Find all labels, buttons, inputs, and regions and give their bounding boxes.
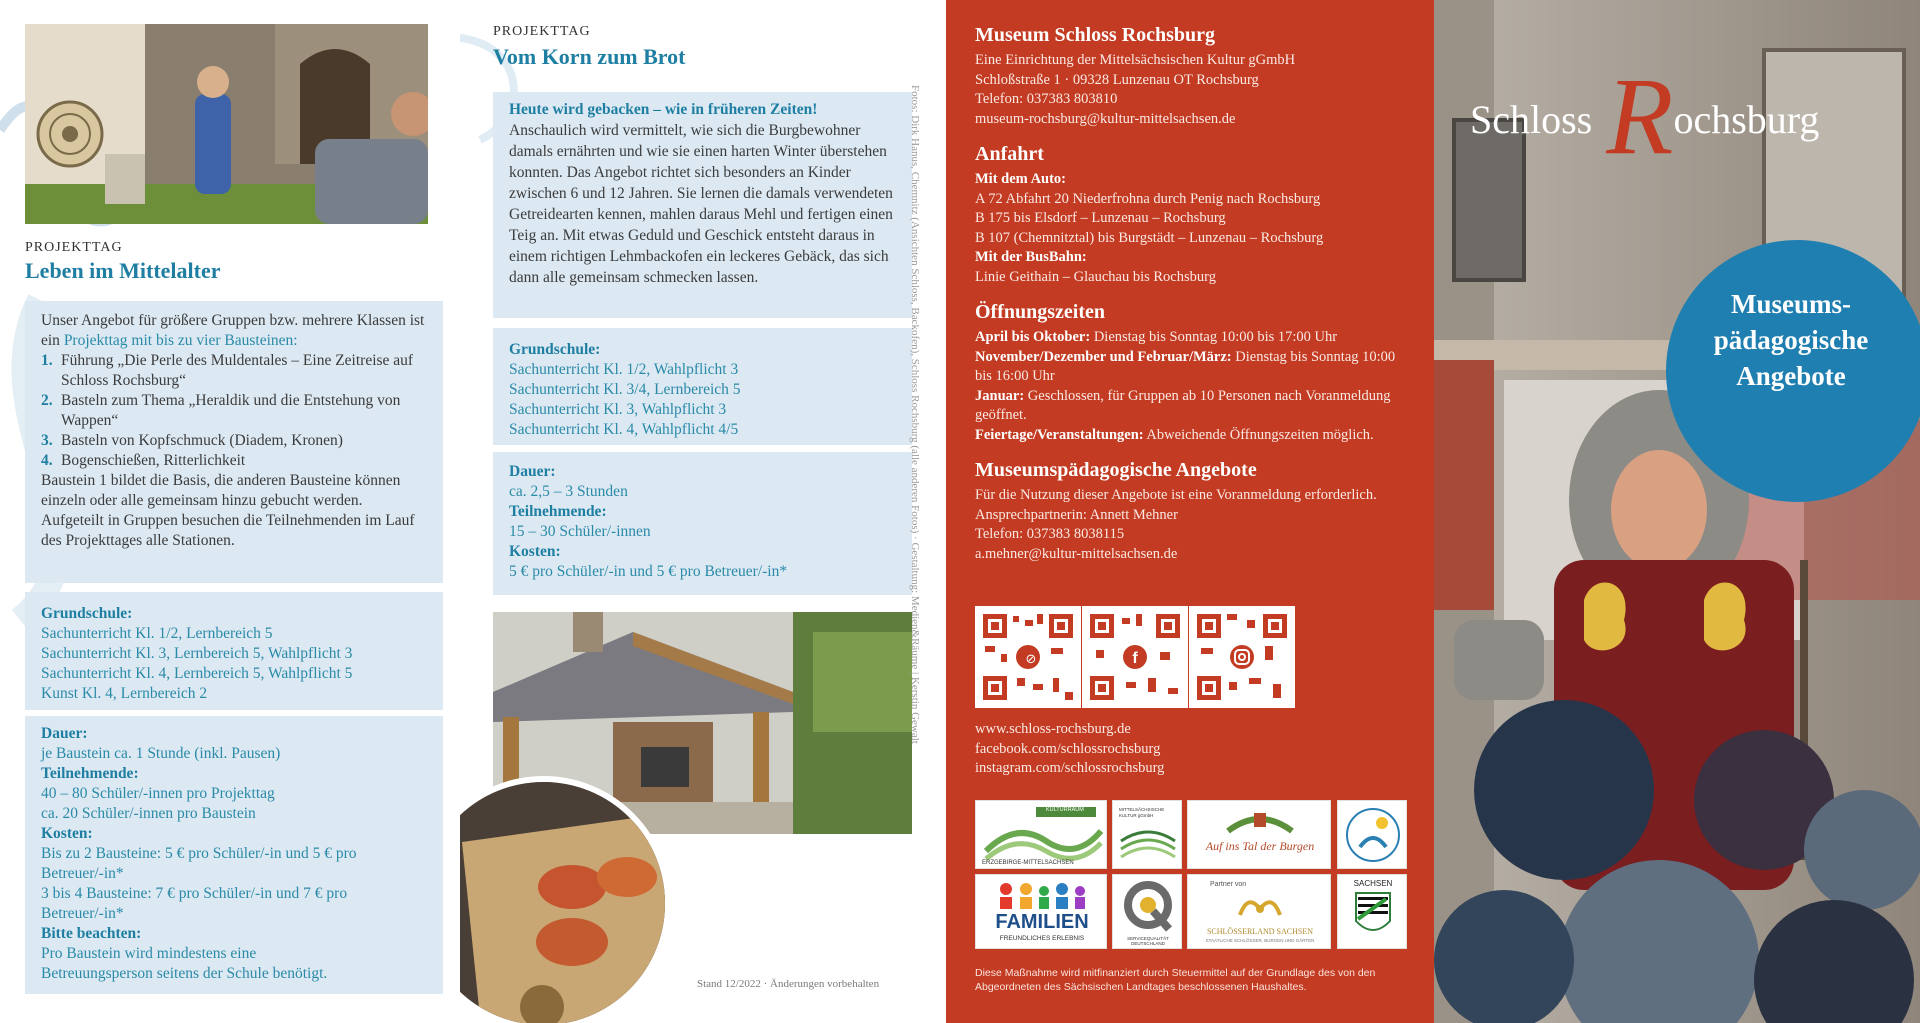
web-links [975,720,1164,779]
bitte-label: Bitte beachten: [41,925,142,942]
qr-code-website[interactable] [975,606,1081,708]
panel-contact-info [946,0,1434,1023]
qr-code-facebook[interactable] [1082,606,1188,708]
logo-text: Partner von [1210,881,1247,888]
qr-code-instagram[interactable] [1189,606,1295,708]
module-list [41,351,427,471]
link-icon: ⊘ [1025,652,1037,667]
route-line: B 107 (Chemnitztal) bis Burgstädt – Lunzenau – Rochsburg [975,229,1324,246]
intro-text: Unser Angebot für größere Gruppen bzw. mehrere Klassen ist ein Projekttag mit bis zu vier Bausteinen: [41,312,425,349]
teilnehmende-value: ca. 20 Schüler/-innen pro Baustein [41,805,256,822]
cover-panel [1434,0,1920,1023]
curriculum-line: Kunst Kl. 4, Lernbereich 2 [41,685,208,702]
mpa-title: Museumspädagogische Angebote [975,459,1257,481]
hours-line: April bis Oktober: Dienstag bis Sonntag 10:00 bis 17:00 Uhr [975,329,1338,345]
badge-line: pädagogische [1713,325,1869,355]
brand-logo [1470,55,1820,177]
kicker: PROJEKTTAG [25,240,123,255]
bus-line: Linie Geithain – Glauchau bis Rochsburg [975,268,1216,285]
logo-text: KULTURRAUM [1046,807,1084,813]
credits-text: Fotos: Dirk Hanus, Chemnitz (Ansichten Schloss, Backofen), Schloss Rochsburg (alle anderen Fotos) · Gestaltung: Medien&Räume | Kerstin Gewalt [909,85,921,744]
logo-text: FREUNDLICHES ERLEBNIS [999,935,1085,942]
details-box [25,716,443,994]
phone-line: Telefon: 037383 8038115 [975,526,1125,542]
address-line: Schloßstraße 1 · 09328 Lunzenau OT Rochsburg [975,71,1259,88]
dauer-label: Dauer: [509,463,556,480]
bitte-value: Pro Baustein wird mindestens eine Betreuungsperson seitens der Schule benötigt. [41,945,328,982]
curriculum-line: Sachunterricht Kl. 3/4, Lernbereich 5 [509,381,741,398]
mpa-block [975,486,1415,564]
badge-circle [1666,240,1920,502]
section-header [493,24,686,70]
section-header [25,240,221,284]
dauer-value: je Baustein ca. 1 Stunde (inkl. Pausen) [41,745,281,762]
instagram-icon [1235,650,1255,670]
sachsen-logo [1337,874,1407,949]
section-title: Vom Korn zum Brot [493,44,686,69]
body-text: Baustein 1 bildet die Basis, die anderen Bausteine können einzeln oder alle gemeinsam hinzu gebucht werden. Aufgeteilt in Gruppen besuchen die Teilnehmenden im Lauf des Projekttages alle Stationen. [41,472,415,549]
knight-photo [1434,0,1920,1023]
email-link[interactable]: museum-rochsburg@kultur-mittelsachsen.de [975,110,1236,127]
photo-credits [905,85,925,875]
mittelsaechsische-kultur-logo [1112,800,1182,869]
email-link[interactable]: a.mehner@kultur-mittelsachsen.de [975,545,1178,562]
curriculum-line: Sachunterricht Kl. 4, Lernbereich 5, Wahlpflicht 5 [41,665,353,682]
anfahrt-title: Anfahrt [975,143,1044,165]
module-item: 3. Basteln von Kopfschmuck (Diadem, Kronen) [41,432,343,449]
teilnehmende-label: Teilnehmende: [509,503,607,520]
brand-initial: R [1606,55,1674,177]
hours-line: Feiertage/Veranstaltungen: Abweichende Öffnungszeiten möglich. [975,426,1374,443]
dauer-value: ca. 2,5 – 3 Stunden [509,483,628,500]
bus-label: Mit der BusBahn: [975,249,1087,265]
kosten-label: Kosten: [41,825,93,842]
brand-text: ochsburg [1673,97,1820,142]
auto-label: Mit dem Auto: [975,171,1067,187]
schloesserland-logo [1187,874,1331,949]
description-box [493,92,912,318]
section-title: Leben im Mittelalter [25,258,221,283]
svg-text:f: f [1132,650,1138,667]
curriculum-line: Sachunterricht Kl. 1/2, Lernbereich 5 [41,625,273,642]
familien-logo [975,874,1107,949]
badge-line: Museums- [1731,289,1851,319]
logo-text: MITTELSÄCHSISCHE KULTUR gGmbH [1119,807,1165,818]
kosten-label: Kosten: [509,543,561,560]
logo-text: ERZGEBIRGE-MITTELSACHSEN [982,860,1074,866]
logo-text: STAATLICHE SCHLÖSSER, BURGEN UND GÄRTEN [1205,938,1315,943]
phone-line: Telefon: 037383 803810 [975,91,1118,107]
kosten-value: Bis zu 2 Bausteine: 5 € pro Schüler/-in und 5 € pro Betreuer/-in* [41,845,357,882]
badge-line: Angebote [1736,361,1846,391]
details-box [493,452,912,595]
lead-text: Heute wird gebacken – wie in früheren Zeiten! [509,101,818,118]
kosten-value: 5 € pro Schüler/-in und 5 € pro Betreuer/-in* [509,563,788,580]
body-text: Anschaulich wird vermittelt, wie sich die Burgbewohner damals ernährten und wie sie einen harten Winter überstehen konnten. Das Angebot richtet sich besonders an Kinder zwischen 6 und 12 Jahren. Sie lernen die damals verwendeten Getreidearten kennen, mahlen daraus Mehl und fertigen einen Teig an. Mit etwas Geduld und Geschick entsteht daraus in einem richtigen Lehmbackofen ein leckeres Gebäck, das sich dann alle gemeinsam schmecken lassen. [509,122,893,286]
hours-line: Januar: Geschlossen, für Gruppen ab 10 Personen nach Voranmeldung geöffnet. [975,387,1391,423]
contact-person: Ansprechpartnerin: Annett Mehner [975,506,1178,523]
facebook-icon [1128,650,1148,670]
stand-note: Stand 12/2022 · Änderungen vorbehalten [697,978,880,990]
oeffnungszeiten-title: Öffnungszeiten [975,301,1105,323]
panel-vom-korn-zum-brot [460,0,946,1023]
teilnehmende-value: 40 – 80 Schüler/-innen pro Projekttag [41,785,275,802]
logo-text: SACHSEN [1353,879,1393,888]
route-line: A 72 Abfahrt 20 Niederfrohna durch Penig nach Rochsburg [975,190,1321,207]
logo-text: Auf ins Tal der Burgen [1205,839,1315,853]
anfahrt-block [975,170,1415,287]
curriculum-line: Sachunterricht Kl. 1/2, Wahlpflicht 3 [509,361,739,378]
curriculum-line: Sachunterricht Kl. 3, Lernbereich 5, Wahlpflicht 3 [41,645,353,662]
logo-text: SCHLÖSSERLAND SACHSEN [1206,927,1314,936]
servicequalitaet-logo [1112,874,1182,949]
badge-text [1666,286,1916,394]
funding-note: Diese Maßnahme wird mitfinanziert durch Steuermittel auf der Grundlage des von den Abgeordneten des Sächsischen Landtages beschlossenen Haushaltes. [975,967,1376,993]
dauer-label: Dauer: [41,725,88,742]
grundschule-box [25,592,443,710]
facebook-link[interactable]: facebook.com/schlossrochsburg [975,740,1161,757]
module-item: 2. Basteln zum Thema „Heraldik und die Entstehung von Wappen“ [41,392,401,429]
teilnehmende-label: Teilnehmende: [41,765,139,782]
address-block [975,51,1415,129]
module-item: 1. Führung „Die Perle des Muldentales – Eine Zeitreise auf Schloss Rochsburg“ [41,352,414,389]
archery-photo [25,24,428,224]
logo-text: FAMILIEN [995,911,1089,933]
grundschule-label: Grundschule: [41,605,133,622]
hours-line: November/Dezember und Februar/März: Dienstag bis Sonntag 10:00 bis 16:00 Uhr [975,348,1396,384]
website-link[interactable]: www.schloss-rochsburg.de [975,721,1131,737]
kosten-value: 3 bis 4 Bausteine: 7 € pro Schüler/-in und 7 € pro Betreuer/-in* [41,885,348,922]
opening-hours-block [975,328,1415,445]
museum-title: Museum Schloss Rochsburg [975,24,1216,46]
region-circle-logo [1337,800,1407,869]
grundschule-box [493,328,912,445]
tal-der-burgen-logo [1187,800,1331,869]
panel-leben-im-mittelalter [0,0,460,1023]
route-line: B 175 bis Elsdorf – Lunzenau – Rochsburg [975,210,1226,226]
curriculum-line: Sachunterricht Kl. 3, Wahlpflicht 3 [509,401,727,418]
mpa-line: Für die Nutzung dieser Angebote ist eine Voranmeldung erforderlich. [975,487,1377,503]
instagram-link[interactable]: instagram.com/schlossrochsburg [975,760,1165,776]
teilnehmende-value: 15 – 30 Schüler/-innen [509,523,651,540]
module-item: 4. Bogenschießen, Ritterlichkeit [41,452,246,469]
grundschule-label: Grundschule: [509,341,601,358]
kulturraum-logo [975,800,1107,869]
brand-text: Schloss [1470,97,1593,142]
logo-text: SERVICEQUALITÄT DEUTSCHLAND [1127,936,1169,946]
program-description-box [25,301,443,583]
org-line: Eine Einrichtung der Mittelsächsischen Kultur gGmbH [975,52,1296,68]
kicker: PROJEKTTAG [493,24,591,39]
curriculum-line: Sachunterricht Kl. 4, Wahlpflicht 4/5 [509,421,739,438]
